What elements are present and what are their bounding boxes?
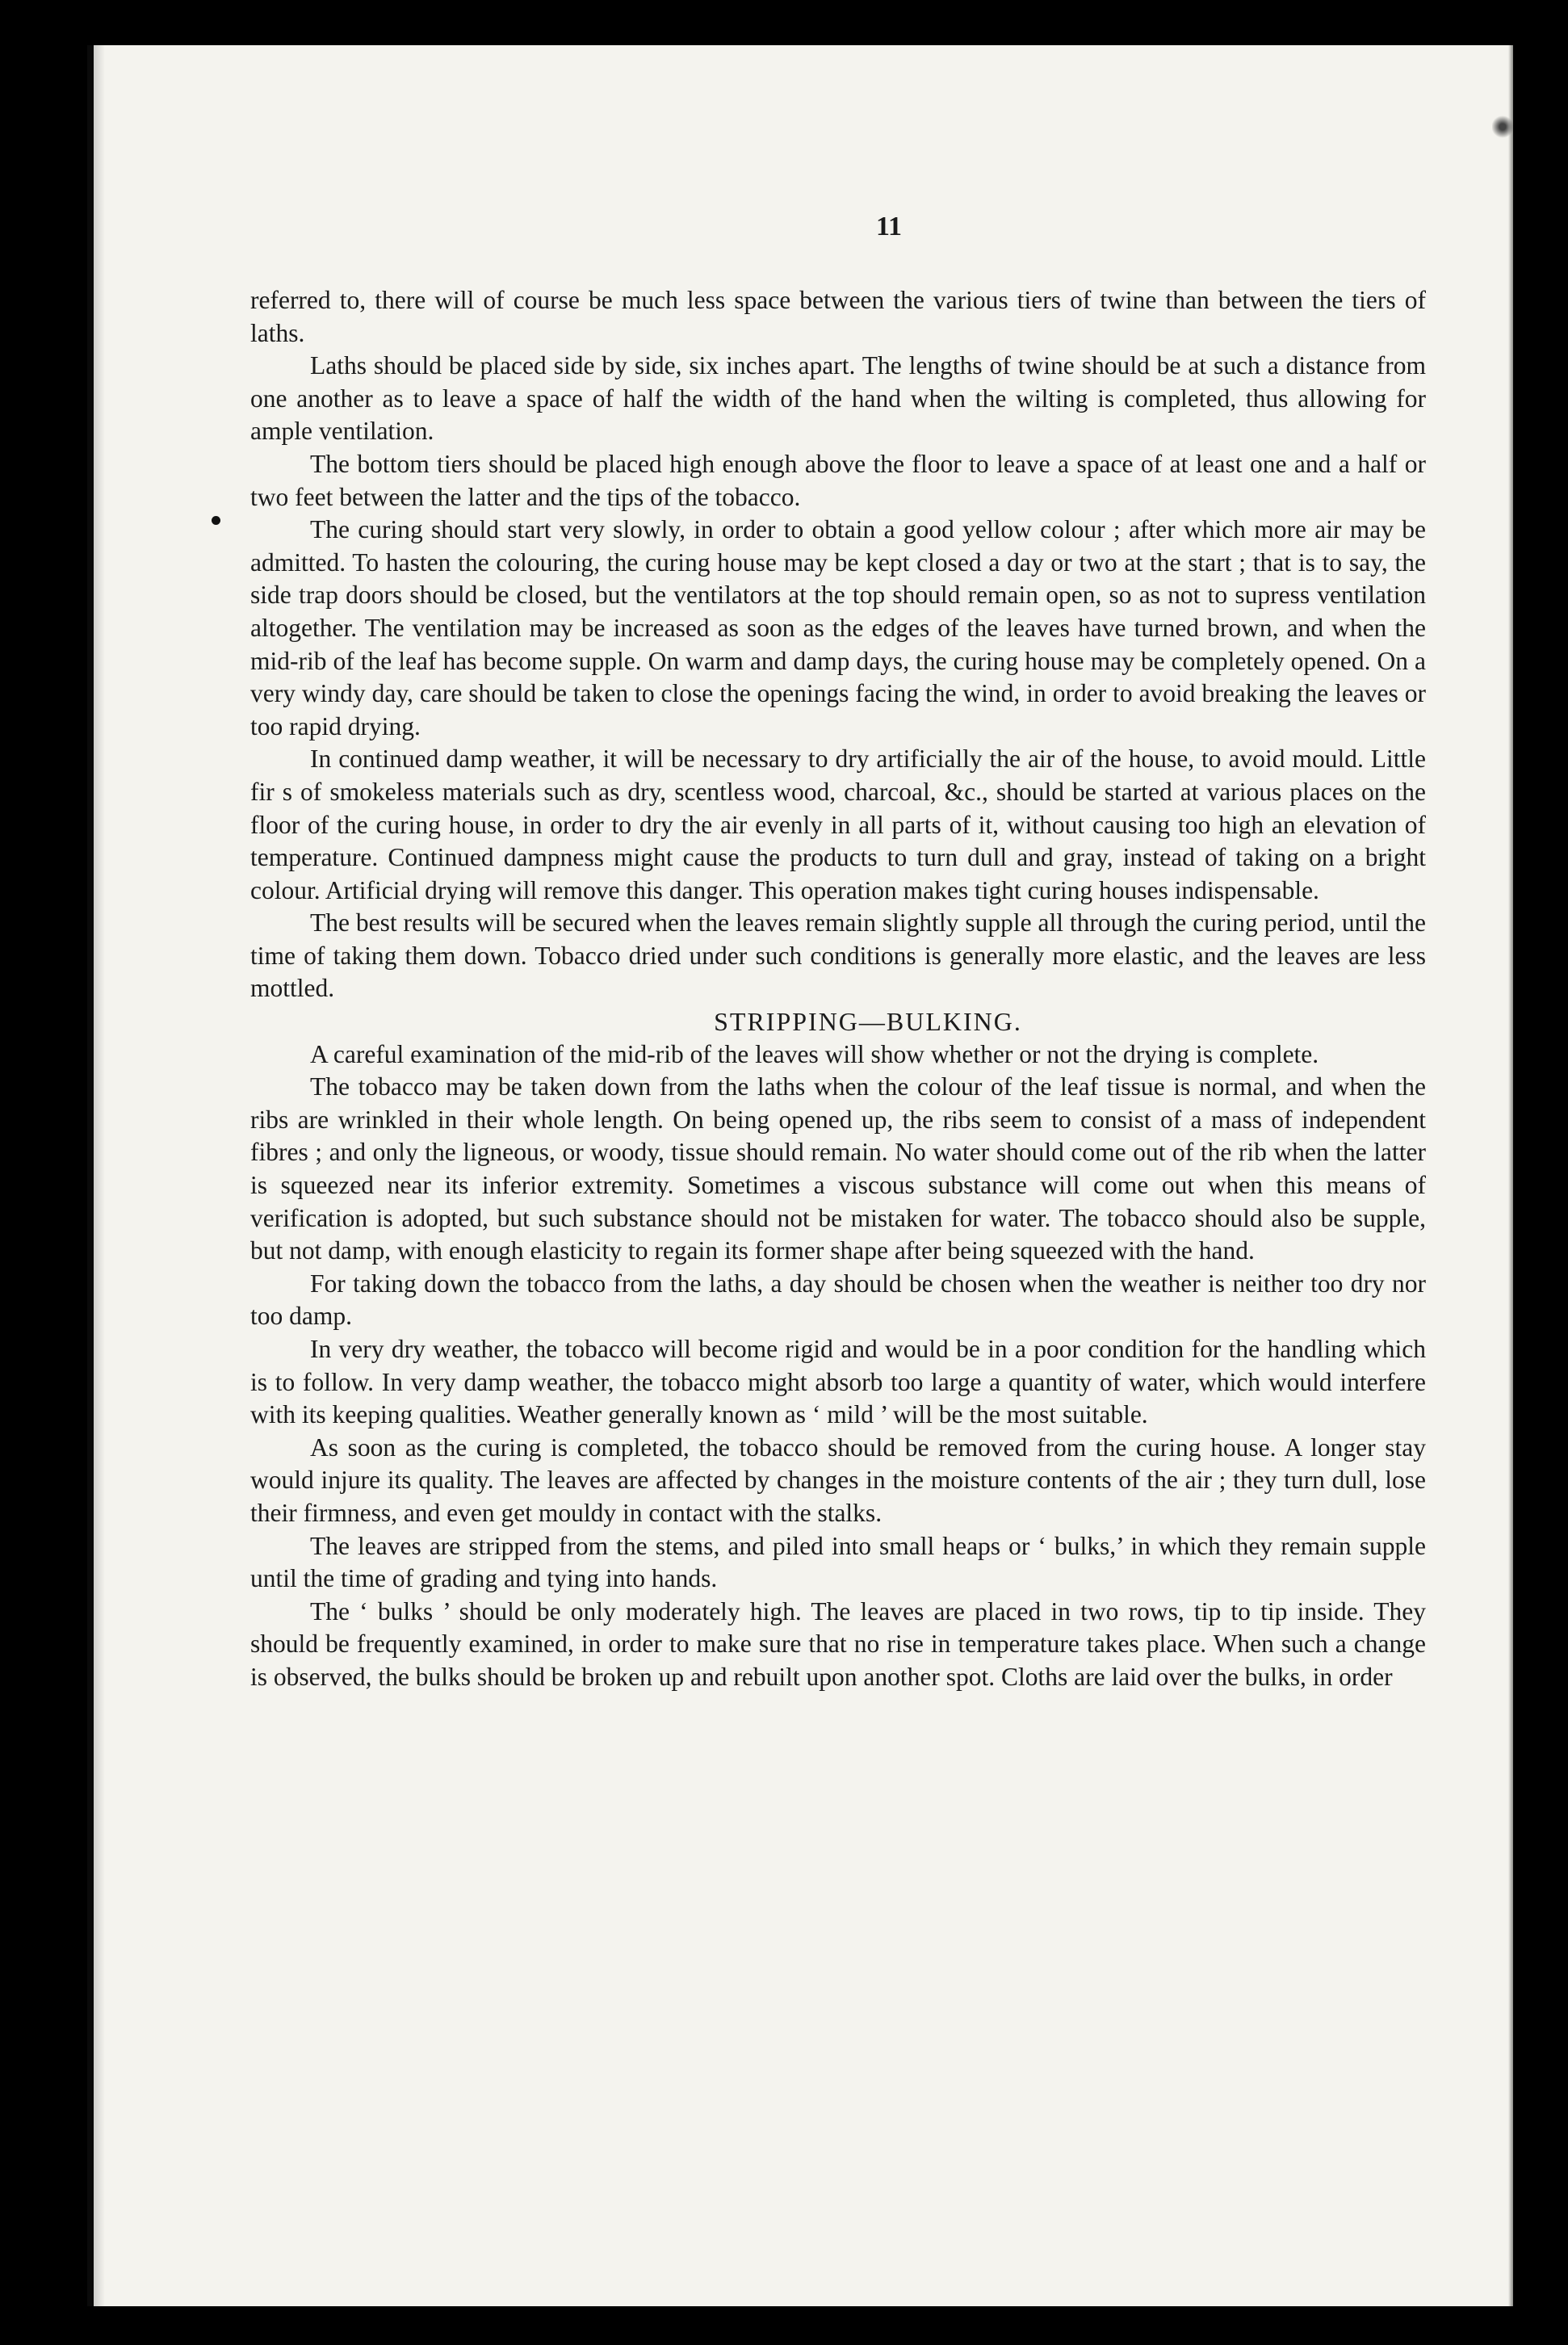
paragraph: In very dry weather, the tobacco will become rigid and would be in a poor condition for the handling which is to follow. In very damp weather, the tobacco might absorb too large a quantity of water, which would interfere with its keeping qualities. Weather generally known as ‘ mild ’ will be the most suitable.: [250, 1335, 1426, 1429]
paragraph: Laths should be placed side by side, six inches apart. The lengths of twine should be at such a distance from one another as to leave a space of half the width of the hand when the wilting is completed, thus allowing for ample ventilation.: [250, 351, 1426, 446]
body-text: [250, 284, 1426, 1694]
margin-bullet-mark: [212, 516, 220, 525]
paragraph: In continued damp weather, it will be necessary to dry artificially the air of the house, to avoid mould. Little fir s of smokeless materials such as dry, scentless wood, charcoal, &c., should be started at various places on the floor of the curing house, in order to dry the air evenly in all parts of it, without causing too high an elevation of temperature. Continued dampness might cause the products to turn dull and gray, instead of taking on a bright colour. Artificial drying will remove this danger. This operation makes tight curing houses indispensable.: [250, 745, 1426, 904]
paragraph: The best results will be secured when the leaves remain slightly supple all through the curing period, until the time of taking them down. Tobacco dried under such conditions is generally more elastic, and the leaves are less mottled.: [250, 908, 1426, 1003]
section-heading: STRIPPING—BULKING.: [714, 1007, 1022, 1037]
page-number: 11: [875, 212, 903, 241]
document-page: [87, 45, 1513, 2306]
paragraph: A careful examination of the mid-rib of the leaves will show whether or not the drying is complete.: [310, 1039, 1319, 1068]
paragraph: The curing should start very slowly, in order to obtain a good yellow colour ; after which more air may be admitted. To hasten the colouring, the curing house may be kept closed a day or two at the start ; that is to say, the side trap doors should be closed, but the ventilators at the top should remain open, so as not to supress ventilation altogether. The ventilation may be increased as soon as the edges of the leaves have turned brown, and when the mid-rib of the leaf has become supple. On warm and damp days, the curing house may be completely opened. On a very windy day, care should be taken to close the openings facing the wind, in order to avoid breaking the leaves or too rapid drying.: [250, 515, 1426, 740]
paragraph: The tobacco may be taken down from the laths when the colour of the leaf tissue is normal, and when the ribs are wrinkled in their whole length. On being opened up, the ribs seem to consist of a mass of independent fibres ; and only the ligneous, or woody, tissue should remain. No water should come out of the rib when the latter is squeezed near its inferior extremity. Sometimes a viscous substance will come out when this means of verification is adopted, but such substance should not be mistaken for water. The tobacco should also be supple, but not damp, with enough elasticity to regain its former shape after being squeezed with the hand.: [250, 1072, 1426, 1265]
paragraph: referred to, there will of course be much less space between the various tiers of twine than between the tiers of laths.: [250, 286, 1426, 347]
binding-shadow: [94, 45, 105, 2306]
paragraph: As soon as the curing is completed, the tobacco should be removed from the curing house. A longer stay would injure its quality. The leaves are affected by changes in the moisture contents of the air ; they turn dull, lose their firmness, and even get mouldy in contact with the stalks.: [250, 1433, 1426, 1527]
paragraph: The ‘ bulks ’ should be only moderately high. The leaves are placed in two rows, tip to tip inside. They should be frequently examined, in order to make sure that no rise in temperature takes place. When such a change is observed, the bulks should be broken up and rebuilt upon another spot. Cloths are laid over the bulks, in order: [250, 1596, 1426, 1691]
paragraph: The bottom tiers should be placed high enough above the floor to leave a space of at least one and a half or two feet between the latter and the tips of the tobacco.: [250, 449, 1426, 511]
paragraph: The leaves are stripped from the stems, and piled into small heaps or ‘ bulks,’ in which they remain supple until the time of grading and tying into hands.: [250, 1531, 1426, 1593]
scan-speck-mark: [1492, 115, 1513, 139]
page-right-edge: [1508, 45, 1513, 2306]
paragraph: For taking down the tobacco from the laths, a day should be chosen when the weather is neither too dry nor too damp.: [250, 1269, 1426, 1331]
binding-edge: [87, 45, 94, 2306]
